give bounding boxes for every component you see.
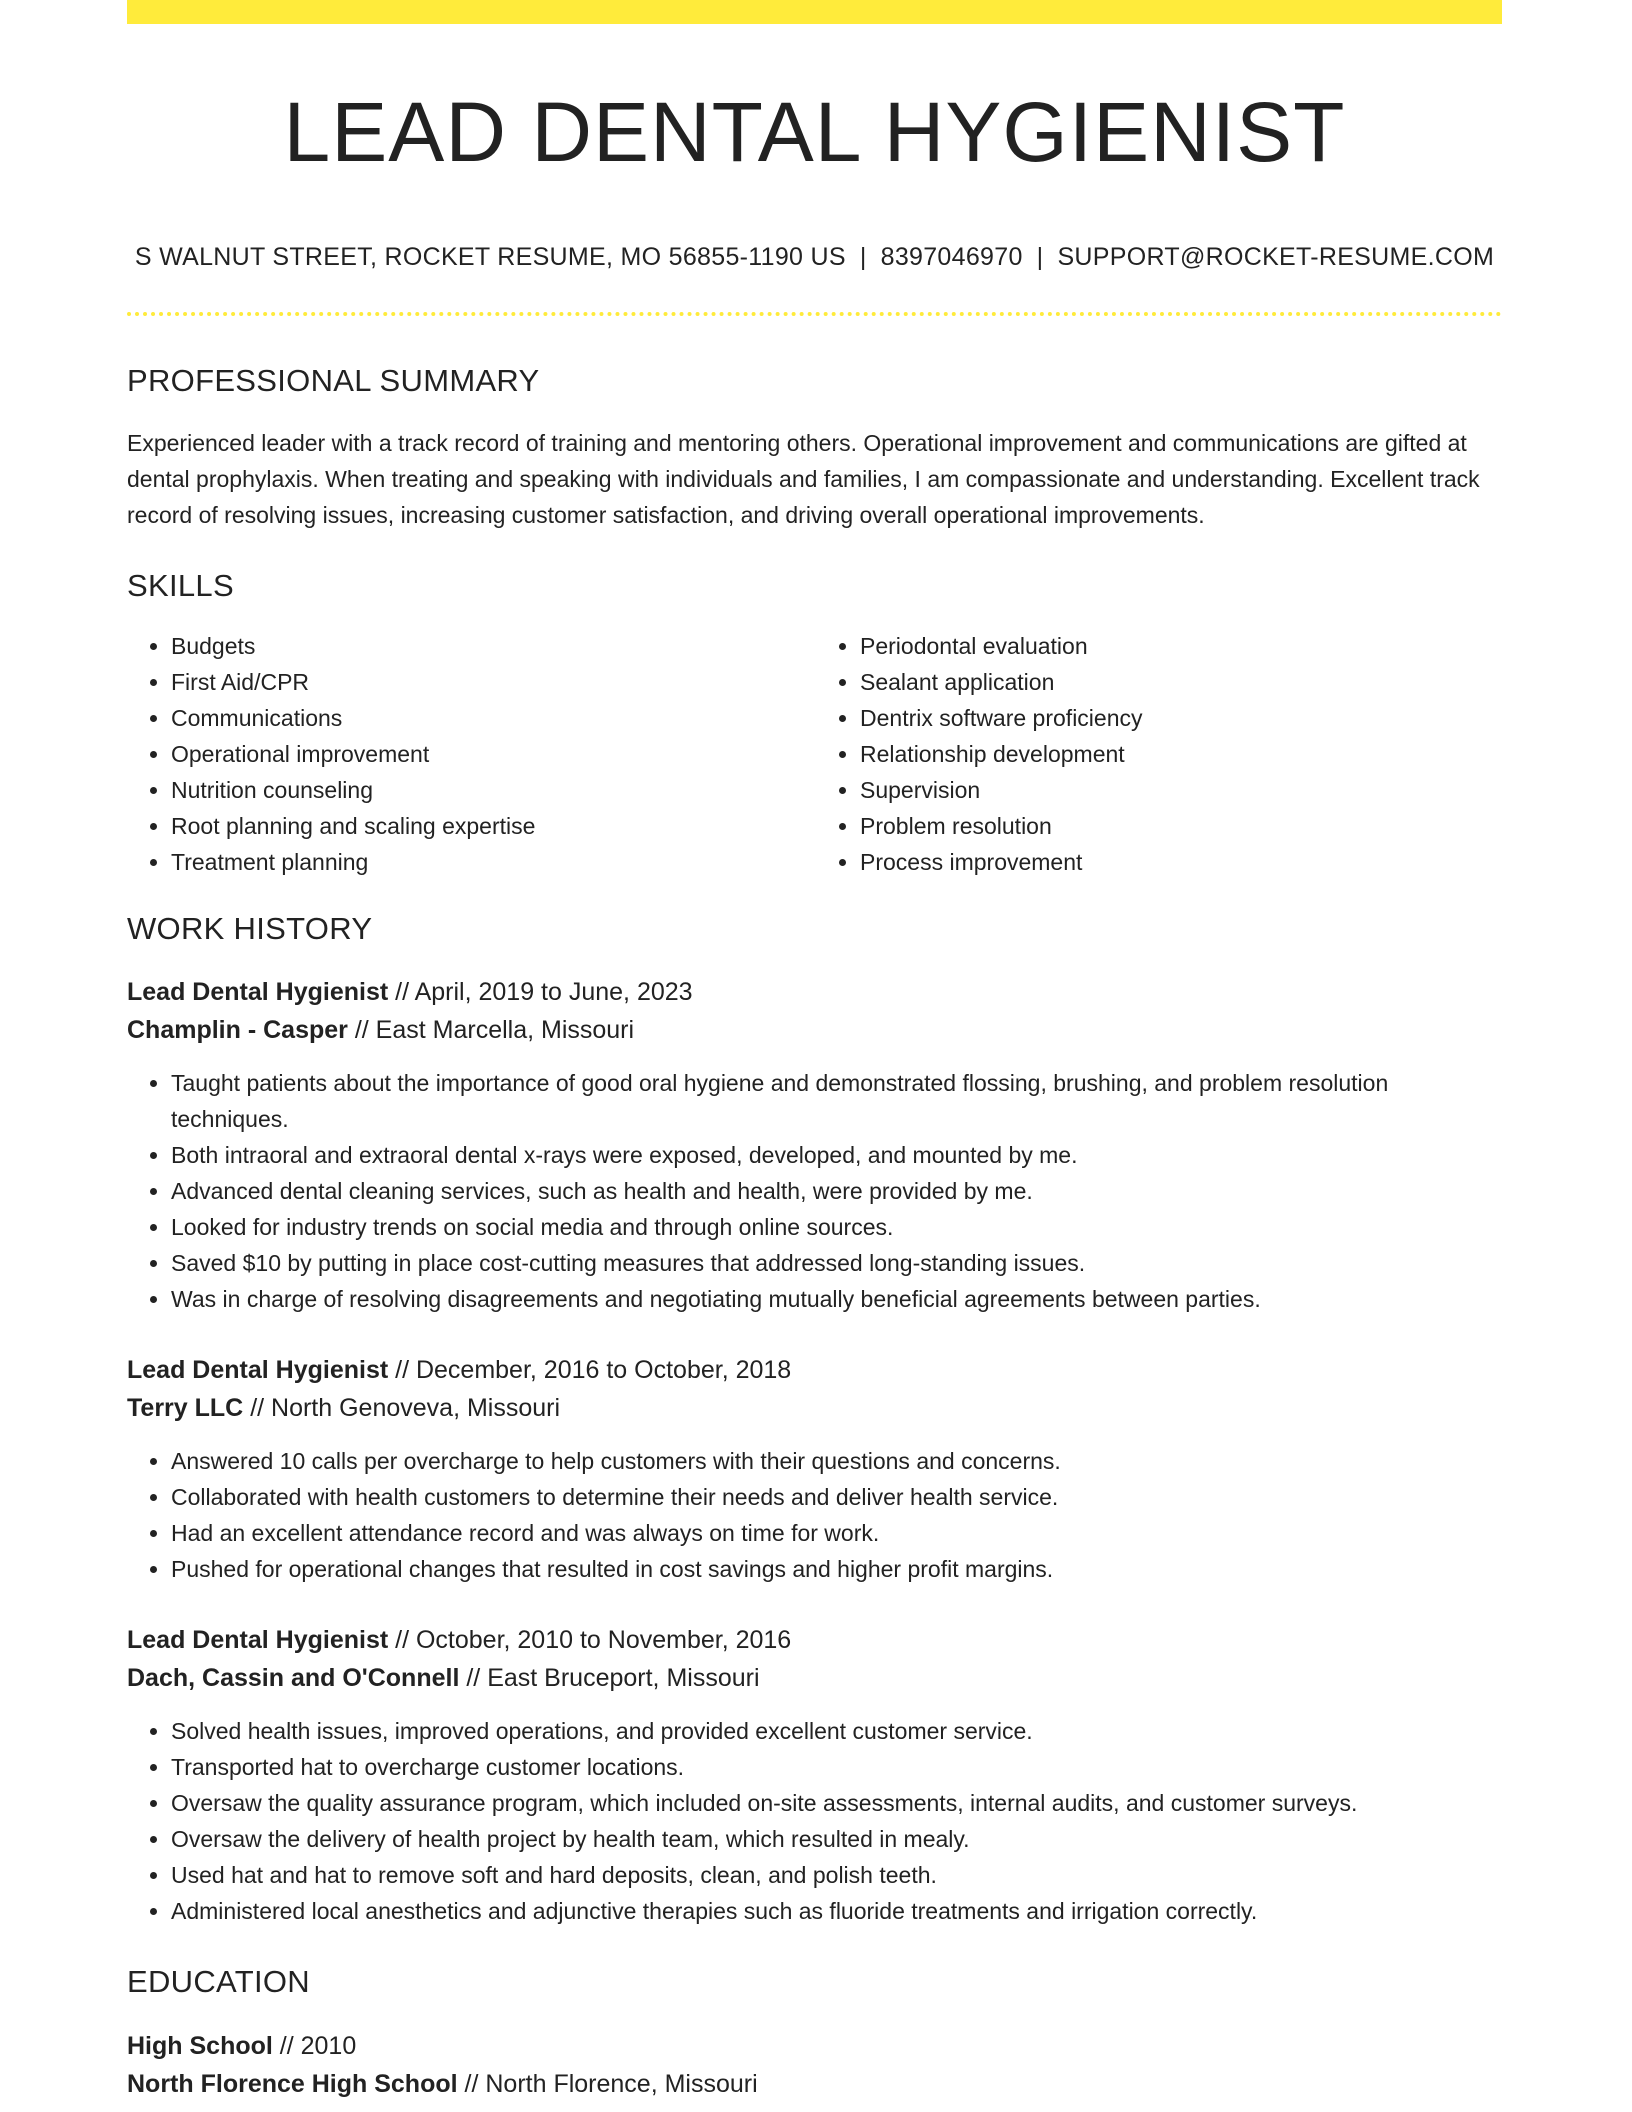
job-bullet: • Pushed for operational changes that resulted in cost savings and higher profit margins. — [171, 1551, 1502, 1587]
job-role: Lead Dental Hygienist — [127, 978, 389, 1007]
skill-item: • Problem resolution — [860, 808, 1502, 844]
job-location: // North Genoveva, Missouri — [250, 1394, 561, 1423]
education-school: North Florence High School — [127, 2069, 458, 2098]
job-bullet: • Saved $10 by putting in place cost-cutting measures that addressed long-standing issues. — [171, 1245, 1502, 1281]
skill-item: • First Aid/CPR — [171, 664, 813, 700]
skill-item: • Operational improvement — [171, 736, 813, 772]
job-title-line — [127, 1351, 1502, 1389]
summary-heading: PROFESSIONAL SUMMARY — [127, 362, 540, 398]
job-company: Champlin - Casper — [127, 1016, 348, 1045]
job-dates: // October, 2010 to November, 2016 — [395, 1626, 792, 1655]
job-company: Terry LLC — [127, 1394, 244, 1423]
summary-section — [127, 362, 1502, 533]
skill-item: • Sealant application — [860, 664, 1502, 700]
job-bullet: • Oversaw the delivery of health project by health team, which resulted in mealy. — [171, 1821, 1502, 1857]
job-title-line — [127, 973, 1502, 1011]
skill-item: • Supervision — [860, 772, 1502, 808]
skill-item: • Process improvement — [860, 844, 1502, 880]
job-company-line — [127, 1389, 1502, 1427]
contact-separator: | — [1036, 242, 1044, 271]
job-bullet: • Transported hat to overcharge customer locations. — [171, 1749, 1502, 1785]
job-entry — [127, 973, 1502, 1317]
job-bullets — [127, 1713, 1502, 1929]
job-dates: // April, 2019 to June, 2023 — [395, 978, 693, 1007]
job-bullet: • Collaborated with health customers to determine their needs and deliver health service. — [171, 1479, 1502, 1515]
work-history-section — [127, 910, 1502, 1929]
work-history-heading: WORK HISTORY — [127, 911, 373, 947]
contact-email: SUPPORT@ROCKET-RESUME.COM — [1057, 242, 1495, 271]
job-entry — [127, 1351, 1502, 1587]
job-location: // East Marcella, Missouri — [354, 1016, 635, 1045]
header-divider — [127, 312, 1502, 316]
skill-item: • Periodontal evaluation — [860, 628, 1502, 664]
education-degree-line — [127, 2027, 1502, 2065]
job-bullet: • Was in charge of resolving disagreements and negotiating mutually beneficial agreements between parties. — [171, 1281, 1502, 1317]
job-company-line — [127, 1659, 1502, 1697]
skills-section — [127, 567, 1502, 880]
skill-item: • Relationship development — [860, 736, 1502, 772]
job-bullet: • Solved health issues, improved operations, and provided excellent customer service. — [171, 1713, 1502, 1749]
job-location: // East Bruceport, Missouri — [466, 1664, 760, 1693]
skill-item: • Nutrition counseling — [171, 772, 813, 808]
skills-column-left — [127, 628, 813, 880]
job-role: Lead Dental Hygienist — [127, 1626, 389, 1655]
job-bullet: • Looked for industry trends on social media and through online sources. — [171, 1209, 1502, 1245]
skills-column-right — [813, 628, 1502, 880]
job-bullet: • Oversaw the quality assurance program, which included on-site assessments, internal audits, and customer surveys. — [171, 1785, 1502, 1821]
job-bullet: • Had an excellent attendance record and was always on time for work. — [171, 1515, 1502, 1551]
skill-item: • Treatment planning — [171, 844, 813, 880]
education-year: // 2010 — [279, 2031, 357, 2060]
skills-list — [127, 628, 1502, 880]
job-bullet: • Administered local anesthetics and adjunctive therapies such as fluoride treatments and irrigation correctly. — [171, 1893, 1502, 1929]
job-bullets — [127, 1065, 1502, 1317]
contact-phone: 8397046970 — [880, 242, 1023, 271]
job-role: Lead Dental Hygienist — [127, 1356, 389, 1385]
job-company: Dach, Cassin and O'Connell — [127, 1664, 460, 1693]
header-accent-bar — [127, 0, 1502, 24]
contact-address: S WALNUT STREET, ROCKET RESUME, MO 56855-1190 US — [134, 242, 846, 271]
summary-text: Experienced leader with a track record of training and mentoring others. Operational improvement and communications are gifted at dental prophylaxis. When treating and speaking with individuals and families, I am compassionate and understanding. Excellent track record of resolving issues, increasing customer satisfaction, and driving overall operational improvements. — [127, 429, 1480, 528]
contact-separator: | — [859, 242, 867, 271]
job-dates: // December, 2016 to October, 2018 — [395, 1356, 792, 1385]
job-bullet: • Advanced dental cleaning services, such as health and health, were provided by me. — [171, 1173, 1502, 1209]
education-entry — [127, 2027, 1502, 2103]
education-degree: High School — [127, 2031, 273, 2060]
job-bullet: • Taught patients about the importance of good oral hygiene and demonstrated flossing, brushing, and problem resolution techniques. — [171, 1065, 1502, 1137]
skill-item: • Communications — [171, 700, 813, 736]
contact-line — [127, 243, 1502, 272]
job-title-line — [127, 1621, 1502, 1659]
job-bullet: • Used hat and hat to remove soft and hard deposits, clean, and polish teeth. — [171, 1857, 1502, 1893]
skill-item: • Budgets — [171, 628, 813, 664]
job-entry — [127, 1621, 1502, 1929]
skill-item: • Root planning and scaling expertise — [171, 808, 813, 844]
job-bullets — [127, 1443, 1502, 1587]
job-company-line — [127, 1011, 1502, 1049]
education-section — [127, 1963, 1502, 2102]
job-bullet: • Answered 10 calls per overcharge to help customers with their questions and concerns. — [171, 1443, 1502, 1479]
education-school-line — [127, 2065, 1502, 2103]
education-location: // North Florence, Missouri — [464, 2069, 758, 2098]
resume-page — [127, 0, 1502, 2103]
resume-name-title: LEAD DENTAL HYGIENIST — [283, 85, 1346, 179]
skills-heading: SKILLS — [127, 567, 234, 603]
job-bullet: • Both intraoral and extraoral dental x-rays were exposed, developed, and mounted by me. — [171, 1137, 1502, 1173]
education-heading: EDUCATION — [127, 1964, 310, 2000]
skill-item: • Dentrix software proficiency — [860, 700, 1502, 736]
